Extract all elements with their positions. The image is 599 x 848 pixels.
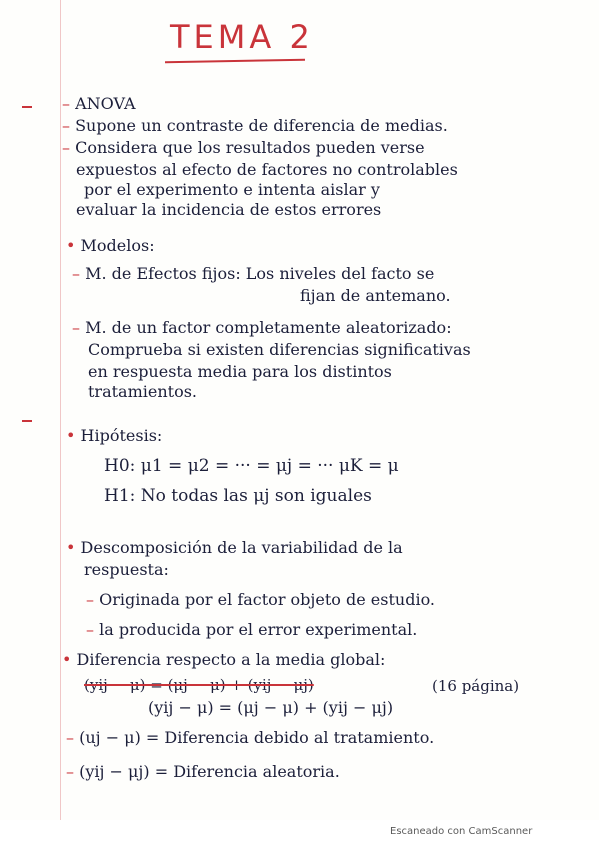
efectos-fijos-line-1: – M. de Efectos fijos: Los niveles del facto se <box>72 264 435 283</box>
page-title: TEMA 2 <box>170 18 314 56</box>
producida-line: – la producida por el error experimental. <box>86 620 418 639</box>
uj-line: – (uj − μ) = Diferencia debido al tratamiento. <box>66 728 435 747</box>
considera-line-4: evaluar la incidencia de estos errores <box>76 200 382 219</box>
descomposicion-line-1: • Descomposición de la variabilidad de la <box>66 538 403 557</box>
h1-line: H1: No todas las μj son iguales <box>104 486 372 506</box>
descomposicion-line-2: respuesta: <box>84 560 169 579</box>
supone-line: – Supone un contraste de diferencia de medias. <box>62 116 448 135</box>
considera-line-1: – Considera que los resultados pueden verse <box>62 138 425 157</box>
title-underline <box>165 59 305 63</box>
factor-line-3: en respuesta media para los distintos <box>88 362 392 381</box>
h0-line: H0: μ1 = μ2 = ··· = μj = ··· μK = μ <box>104 456 399 476</box>
margin-mark <box>22 420 32 422</box>
diferencia-line: • Diferencia respecto a la media global: <box>62 650 386 669</box>
efectos-fijos-line-2: fijan de antemano. <box>300 286 451 305</box>
considera-line-2: expuestos al efecto de factores no controlables <box>76 160 458 179</box>
factor-line-4: tratamientos. <box>88 382 198 401</box>
hipotesis-heading: • Hipótesis: <box>66 426 163 445</box>
factor-line-1: – M. de un factor completamente aleatorizado: <box>72 318 452 337</box>
scanner-watermark: Escaneado con CamScanner <box>390 826 533 837</box>
yij-line: – (yij − μj) = Diferencia aleatoria. <box>66 762 340 781</box>
decomposition-formula: (yij − μ) = (μj − μ) + (yij − μj) <box>148 698 394 717</box>
struck-formula: (yij − μ) = (μj − μ) + (yij − μj) <box>84 676 314 694</box>
margin-mark <box>22 106 32 108</box>
modelos-heading: • Modelos: <box>66 236 155 255</box>
pagina-note: (16 página) <box>432 677 520 695</box>
anova-line: – ANOVA <box>62 94 136 113</box>
margin-line <box>60 0 61 820</box>
originada-line: – Originada por el factor objeto de estudio. <box>86 590 436 609</box>
considera-line-3: por el experimento e intenta aislar y <box>84 180 380 199</box>
factor-line-2: Comprueba si existen diferencias significativas <box>88 340 471 359</box>
